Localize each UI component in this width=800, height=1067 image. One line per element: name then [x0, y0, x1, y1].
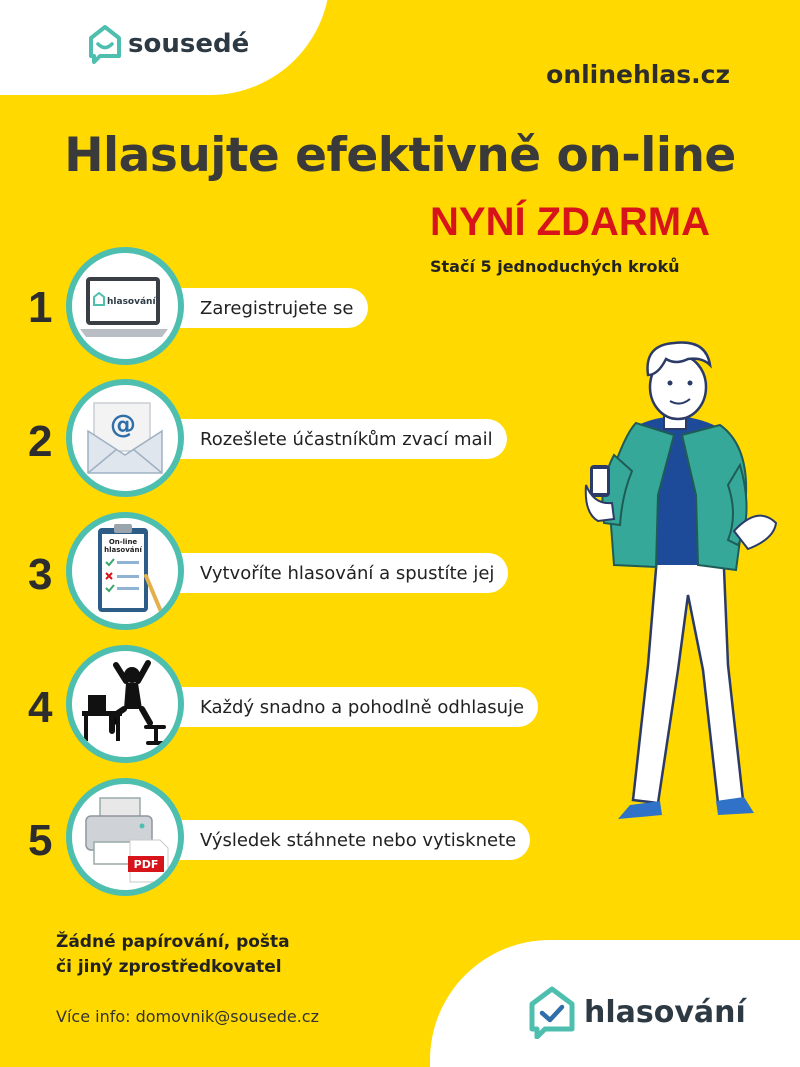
- clipboard-label-line2: hlasování: [104, 546, 142, 554]
- headline: Hlasujte efektivně on-line: [64, 128, 736, 183]
- email-envelope-icon: [72, 385, 178, 491]
- house-check-icon: [528, 985, 576, 1039]
- tagline-line-1: Žádné papírování, pošta: [56, 932, 290, 952]
- step-icon-circle: [66, 247, 184, 365]
- promo-subtitle: Stačí 5 jednoduchých kroků: [430, 257, 680, 276]
- printer-pdf-icon: [72, 784, 178, 890]
- step-number: 4: [28, 683, 53, 732]
- step-icon-circle: [66, 778, 184, 896]
- tagline: [56, 930, 290, 980]
- step-text: Zaregistrujete se: [200, 297, 354, 319]
- step-number: 2: [28, 417, 53, 466]
- promo-title: NYNÍ ZDARMA: [430, 200, 710, 244]
- laptop-screen-label: hlasování: [107, 297, 156, 307]
- step-text: Výsledek stáhnete nebo vytisknete: [200, 829, 517, 851]
- hlasovani-logo[interactable]: [528, 985, 746, 1039]
- house-chat-icon: [88, 24, 122, 64]
- clipboard-ballot-icon: [72, 518, 178, 624]
- step-text: Vytvoříte hlasování a spustíte jej: [200, 562, 495, 584]
- step-icon-circle: [66, 512, 184, 630]
- relaxed-person-at-desk-icon: [72, 651, 178, 757]
- step-text: Rozešlete účastníkům zvací mail: [200, 428, 493, 450]
- brand-name: sousedé: [128, 29, 250, 59]
- pdf-label: PDF: [133, 858, 159, 871]
- step-number: 1: [28, 283, 53, 332]
- clipboard-label-line1: On-line: [108, 538, 138, 546]
- step-number: 3: [28, 550, 53, 599]
- step-icon-circle: [66, 645, 184, 763]
- step-text: Každý snadno a pohodlně odhlasuje: [200, 696, 525, 718]
- svg-text:@: @: [110, 410, 136, 440]
- sousede-logo[interactable]: [88, 24, 249, 64]
- step-icon-circle: [66, 379, 184, 497]
- website-link[interactable]: onlinehlas.cz: [546, 60, 730, 89]
- tagline-line-2: či jiný zprostředkovatel: [56, 957, 282, 977]
- person-illustration: [578, 335, 788, 835]
- contact-info[interactable]: Více info: domovnik@sousede.cz: [56, 1007, 319, 1026]
- laptop-icon: [72, 253, 178, 359]
- step-number: 5: [28, 816, 53, 865]
- brand-name: hlasování: [584, 994, 746, 1030]
